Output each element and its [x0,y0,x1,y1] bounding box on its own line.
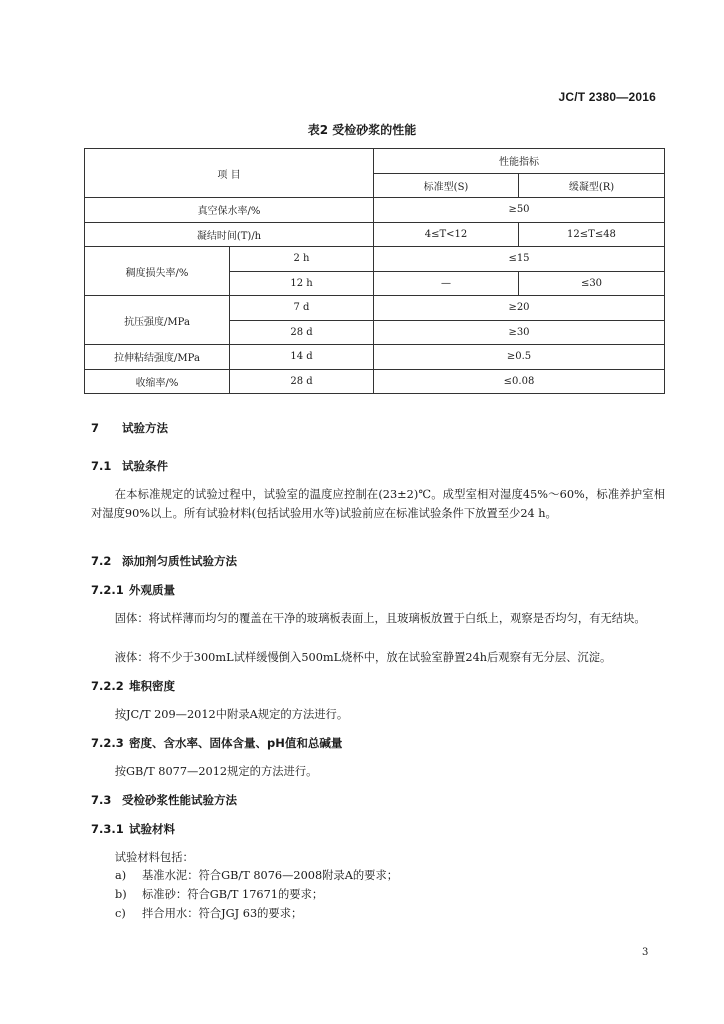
section-7-1-heading [91,458,168,474]
row-label-tensile-bond: 拉伸粘结强度/MPa [85,345,230,370]
list-item [115,886,323,902]
section-7-2-1-solid: 固体：将试样薄而均匀的覆盖在干净的玻璃板表面上，且玻璃板放置于白纸上，观察是否均匀，有无结块。 [114,612,646,625]
list-text: 标准砂：符合GB/T 17671的要求； [142,888,324,901]
section-7-2-3-body: 按GB/T 8077—2012规定的方法进行。 [114,765,318,778]
header-standard-type: 标准型(S) [374,173,519,198]
section-7-2-heading [91,553,237,569]
value-compressive-28d: ≥30 [374,320,665,345]
age-compressive-7d: 7 d [230,296,374,321]
age-shrinkage: 28 d [230,369,374,394]
section-title: 试验条件 [122,459,168,473]
list-marker: c) [115,907,126,920]
value-setting-time-retarded: 12≤T≤48 [519,222,665,247]
section-title: 堆积密度 [129,679,175,693]
age-compressive-28d: 28 d [230,320,374,345]
section-7-2-1-liquid: 液体：将不少于300mL试样缓慢倒入500mL烧杯中，放在试验室静置24h后观察有无分层、沉淀。 [114,651,612,664]
section-7-1-body: 在本标准规定的试验过程中，试验室的温度应控制在(23±2)℃。成型室相对湿度45%～60%，标准养护室相对湿度90%以上。所有试验材料(包括试验用水等)试验前应在标准试验条件下放置至少24 h。 [91,488,665,520]
value-consistency-2h: ≤15 [374,247,665,272]
list-item [115,867,398,883]
value-compressive-7d: ≥20 [374,296,665,321]
section-7-2-2-body: 按JC/T 209—2012中附录A规定的方法进行。 [114,708,349,721]
section-7-3-1-intro: 试验材料包括： [114,851,194,864]
section-number: 7.3.1 [91,822,124,836]
list-item [115,905,302,921]
value-vacuum-retention: ≥50 [374,198,665,223]
section-number: 7.2.1 [91,583,124,597]
standard-number: JC/T 2380—2016 [558,90,656,104]
section-title: 试验方法 [122,421,168,435]
list-text: 基准水泥：符合GB/T 8076—2008附录A的要求； [142,869,399,882]
section-number: 7.2.3 [91,736,124,750]
section-title: 试验材料 [129,822,175,836]
section-7-heading [91,420,168,436]
value-consistency-12h-standard: — [374,271,519,296]
header-indicator: 性能指标 [374,149,665,174]
row-label-setting-time: 凝结时间(T)/h [85,222,374,247]
performance-table [84,148,665,394]
row-label-compressive-strength: 抗压强度/MPa [85,296,230,345]
value-shrinkage: ≤0.08 [374,369,665,394]
section-7-2-1-heading [91,582,175,598]
section-title: 密度、含水率、固体含量、pH值和总碱量 [129,736,343,750]
section-7-3-heading [91,792,237,808]
section-title: 外观质量 [129,583,175,597]
age-consistency-12h: 12 h [230,271,374,296]
section-number: 7.3 [91,793,112,807]
value-consistency-12h-retarded: ≤30 [519,271,665,296]
value-setting-time-standard: 4≤T<12 [374,222,519,247]
header-item: 项 目 [85,149,374,198]
section-number: 7 [91,421,100,435]
list-text: 拌合用水：符合JGJ 63的要求； [142,907,303,920]
section-7-3-1-heading [91,821,175,837]
section-number: 7.2 [91,554,112,568]
list-marker: a) [115,869,127,882]
section-title: 添加剂匀质性试验方法 [122,554,237,568]
section-number: 7.1 [91,459,112,473]
section-7-2-3-heading [91,735,342,751]
age-consistency-2h: 2 h [230,247,374,272]
row-label-shrinkage: 收缩率/% [85,369,230,394]
value-tensile-bond: ≥0.5 [374,345,665,370]
table-caption: 表2 受检砂浆的性能 [307,123,417,137]
header-retarded-type: 缓凝型(R) [519,173,665,198]
row-label-consistency-loss: 稠度损失率/% [85,247,230,296]
section-7-2-2-heading [91,678,175,694]
row-label-vacuum-retention: 真空保水率/% [85,198,374,223]
page-number: 3 [642,947,649,958]
section-number: 7.2.2 [91,679,124,693]
list-marker: b) [115,888,127,901]
age-tensile-bond: 14 d [230,345,374,370]
section-title: 受检砂浆性能试验方法 [122,793,237,807]
